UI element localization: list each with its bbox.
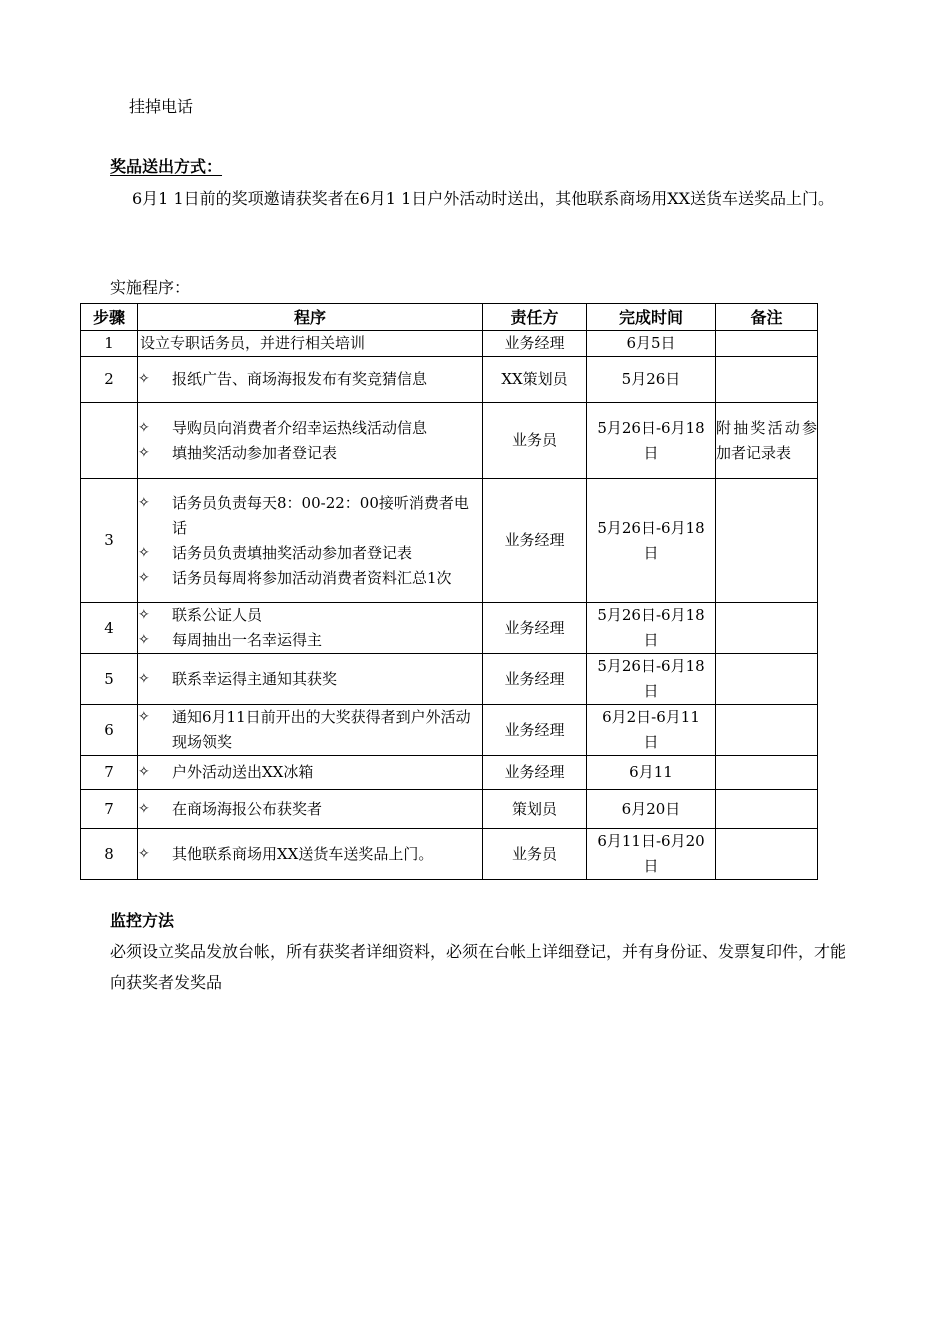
bullet-icon: ✧	[138, 544, 150, 561]
row-step: 4	[81, 603, 138, 654]
row-party: 业务经理	[483, 479, 587, 603]
row-party: 业务经理	[483, 705, 587, 756]
row-party: 业务员	[483, 829, 587, 880]
bullet-icon: ✧	[138, 764, 150, 780]
bullet-icon: ✧	[138, 800, 150, 817]
procedure-item	[138, 541, 482, 566]
procedure-item-text: 通知6月11日前开出的大奖获得者到户外活动现场领奖	[172, 708, 471, 751]
bullet-icon: ✧	[138, 494, 150, 511]
bullet-icon: ✧	[138, 569, 150, 586]
table-row	[81, 331, 818, 357]
row-procedure	[138, 756, 483, 790]
procedure-item-text: 户外活动送出XX冰箱	[172, 763, 314, 781]
bullet-icon: ✧	[138, 670, 150, 687]
procedure-item	[138, 760, 482, 785]
procedure-item-text: 联系公证人员	[172, 606, 263, 624]
row-note	[716, 654, 818, 705]
bullet-icon: ✧	[138, 607, 150, 623]
row-time: 6月5日	[587, 331, 716, 357]
bullet-icon: ✧	[138, 632, 150, 648]
row-procedure	[138, 829, 483, 880]
monitoring-text: 必须设立奖品发放台帐，所有获奖者详细资料，必须在台帐上详细登记，并有身份证、发票复印件，才能向获奖者发奖品	[110, 942, 847, 992]
row-note	[716, 829, 818, 880]
row-party: 业务经理	[483, 603, 587, 654]
row-step: 6	[81, 705, 138, 756]
row-procedure	[138, 654, 483, 705]
bullet-icon: ✧	[138, 709, 150, 725]
procedure-item-text: 话务员负责填抽奖活动参加者登记表	[172, 543, 413, 562]
procedure-item-text: 话务员负责每天8：00-22：00接听消费者电话	[172, 493, 469, 537]
row-time: 6月20日	[587, 790, 716, 829]
row-note	[716, 479, 818, 603]
bullet-icon: ✧	[138, 444, 150, 461]
delivery-text: 6月1 1日前的奖项邀请获奖者在6月1 1日户外活动时送出，其他联系商场用XX送货车送奖品上门。	[132, 189, 835, 208]
procedure-item-text: 填抽奖活动参加者登记表	[172, 443, 338, 462]
row-note	[716, 603, 818, 654]
procedure-item	[138, 566, 482, 591]
intro-line: 挂掉电话	[129, 97, 194, 116]
row-time: 5月26日	[587, 357, 716, 403]
procedure-item	[138, 416, 482, 441]
row-procedure	[138, 790, 483, 829]
row-note	[716, 790, 818, 829]
row-procedure	[138, 357, 483, 403]
table-header-row	[81, 304, 818, 331]
row-procedure	[138, 403, 483, 479]
row-note	[716, 756, 818, 790]
procedure-item: 设立专职话务员，并进行相关培训	[140, 334, 366, 352]
table-row	[81, 603, 818, 654]
row-time: 5月26日-6月18日	[587, 603, 716, 654]
header-time: 完成时间	[587, 304, 716, 331]
row-step: 5	[81, 654, 138, 705]
procedure-item-text: 每周抽出一名幸运得主	[172, 631, 323, 649]
procedure-item-text: 在商场海报公布获奖者	[172, 799, 323, 818]
procedure-item	[138, 705, 482, 755]
procedure-item-text: 导购员向消费者介绍幸运热线活动信息	[172, 418, 428, 437]
row-party: 业务经理	[483, 331, 587, 357]
row-procedure	[138, 331, 483, 357]
table-row	[81, 357, 818, 403]
row-procedure	[138, 603, 483, 654]
row-party: 业务员	[483, 403, 587, 479]
row-note	[716, 705, 818, 756]
table-row	[81, 829, 818, 880]
bullet-icon: ✧	[138, 371, 150, 387]
row-procedure	[138, 705, 483, 756]
row-party: 策划员	[483, 790, 587, 829]
row-note: 附抽奖活动参加者记录表	[716, 403, 818, 479]
row-time: 5月26日-6月18日	[587, 654, 716, 705]
bullet-icon: ✧	[138, 845, 150, 862]
table-row	[81, 654, 818, 705]
procedure-item-text: 联系幸运得主通知其获奖	[172, 669, 338, 688]
procedure-item	[138, 797, 482, 822]
table-row	[81, 790, 818, 829]
row-note	[716, 357, 818, 403]
row-step: 8	[81, 829, 138, 880]
row-party: XX策划员	[483, 357, 587, 403]
procedure-label: 实施程序：	[110, 278, 191, 297]
row-step	[81, 403, 138, 479]
row-step: 2	[81, 357, 138, 403]
procedure-item-text: 其他联系商场用XX送货车送奖品上门。	[172, 844, 434, 863]
header-note: 备注	[716, 304, 818, 331]
procedure-item	[138, 628, 482, 653]
procedure-table	[80, 303, 818, 880]
row-step: 7	[81, 756, 138, 790]
row-time: 6月11	[587, 756, 716, 790]
row-party: 业务经理	[483, 756, 587, 790]
procedure-item	[138, 441, 482, 466]
procedure-item	[138, 367, 482, 392]
row-procedure	[138, 479, 483, 603]
delivery-heading: 奖品送出方式：	[110, 157, 223, 176]
row-time: 6月2日-6月11日	[587, 705, 716, 756]
table-row	[81, 756, 818, 790]
row-time: 5月26日-6月18日	[587, 403, 716, 479]
procedure-item-text: 报纸广告、商场海报发布有奖竞猜信息	[172, 370, 428, 388]
header-party: 责任方	[483, 304, 587, 331]
row-note	[716, 331, 818, 357]
row-party: 业务经理	[483, 654, 587, 705]
table-row	[81, 403, 818, 479]
procedure-item-text: 话务员每周将参加活动消费者资料汇总1次	[172, 568, 452, 587]
row-step: 1	[81, 331, 138, 357]
header-step: 步骤	[81, 304, 138, 331]
procedure-item	[138, 491, 482, 541]
procedure-item	[138, 842, 482, 867]
procedure-item	[138, 603, 482, 628]
bullet-icon: ✧	[138, 419, 150, 436]
row-step: 3	[81, 479, 138, 603]
procedure-item	[138, 667, 482, 692]
monitoring-heading: 监控方法	[110, 911, 175, 930]
header-procedure: 程序	[138, 304, 483, 331]
table-row	[81, 705, 818, 756]
row-time: 5月26日-6月18日	[587, 479, 716, 603]
table-row	[81, 479, 818, 603]
row-step: 7	[81, 790, 138, 829]
row-time: 6月11日-6月20日	[587, 829, 716, 880]
